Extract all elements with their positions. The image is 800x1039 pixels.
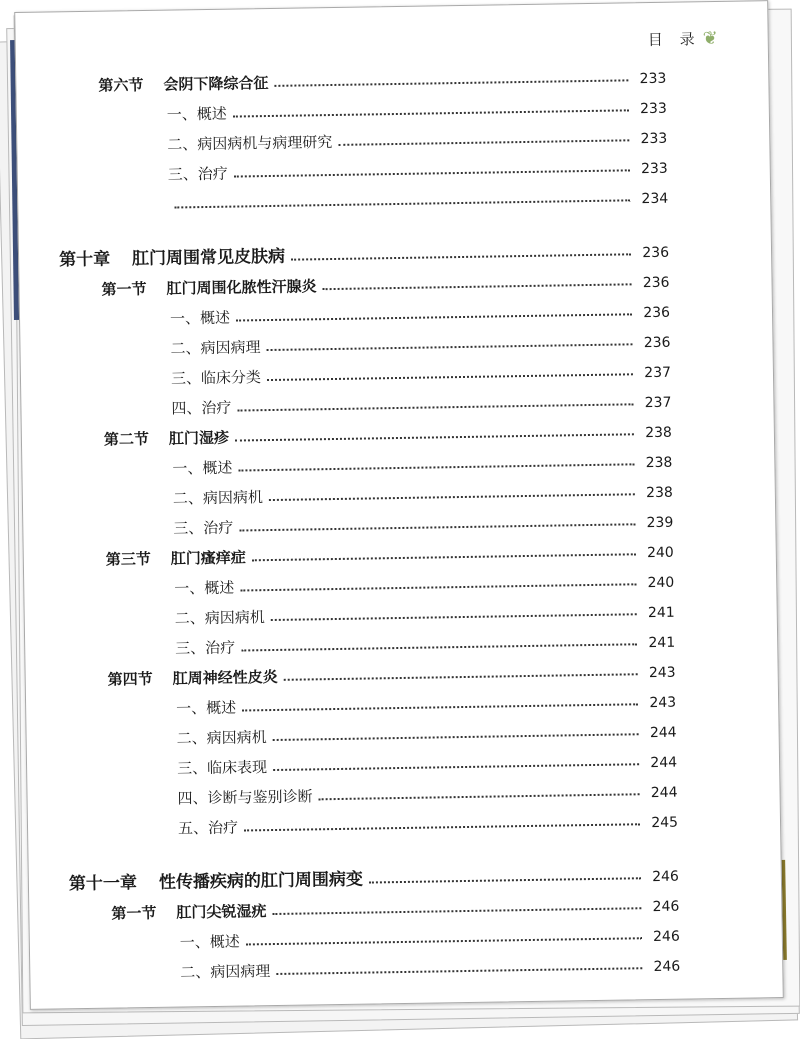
dot-leader — [240, 583, 636, 591]
item-title: 一、概述 — [179, 932, 240, 952]
leaf-ornament-icon: ❦ — [702, 27, 718, 50]
item-title: 一、概述 — [174, 578, 235, 598]
item-title: 二、病因病机 — [172, 488, 264, 508]
section-number: 第一节 — [111, 903, 157, 923]
dot-leader — [239, 523, 635, 531]
page-number: 237 — [644, 394, 672, 412]
table-of-contents — [56, 57, 680, 984]
page-number: 233 — [639, 100, 667, 118]
toc-entry-text — [171, 366, 261, 388]
section-title: 肛周神经性皮炎 — [172, 667, 278, 688]
dot-leader — [235, 433, 634, 441]
toc-entry-text — [177, 756, 267, 778]
chapter-number: 第十一章 — [68, 873, 138, 895]
toc-entry-text — [178, 817, 238, 839]
page-number: 236 — [643, 334, 671, 352]
page-number: 238 — [645, 454, 673, 472]
dot-leader — [267, 343, 633, 351]
dot-leader — [236, 313, 632, 321]
toc-entry-text — [173, 517, 233, 539]
dot-leader — [273, 763, 639, 771]
dot-leader — [252, 553, 636, 561]
page-number: 246 — [652, 898, 680, 916]
item-title: 一、概述 — [172, 458, 233, 478]
dot-leader — [272, 907, 641, 915]
dot-leader — [284, 673, 638, 681]
dot-leader — [237, 403, 633, 411]
toc-entry-text — [168, 163, 228, 185]
toc-entry-text — [177, 785, 312, 808]
page-number: 246 — [653, 958, 681, 976]
page-number: 237 — [644, 364, 672, 382]
page-number: 234 — [641, 190, 669, 208]
section-title: 肛门湿疹 — [168, 428, 230, 448]
toc-entry-text — [180, 931, 240, 953]
section-number: 第四节 — [107, 669, 153, 689]
header-title: 目 录 — [647, 30, 701, 50]
page-number: 241 — [647, 604, 675, 622]
dot-leader — [241, 643, 637, 651]
page-number: 236 — [643, 304, 671, 322]
dot-leader — [246, 937, 642, 945]
page-number: 233 — [640, 130, 668, 148]
section-title: 肛门尖锐湿疣 — [176, 902, 267, 922]
dot-leader — [369, 877, 641, 883]
page-number: 240 — [646, 544, 674, 562]
page-number: 243 — [649, 694, 677, 712]
dot-leader — [269, 493, 635, 501]
item-title: 一、概述 — [176, 698, 237, 718]
toc-entry-text — [174, 577, 234, 599]
page-number: 239 — [646, 514, 674, 532]
section-number: 第二节 — [103, 429, 150, 449]
dot-leader — [238, 463, 634, 471]
section-number: 第六节 — [98, 75, 144, 95]
page-number: 236 — [642, 244, 670, 262]
toc-entry-text — [167, 131, 332, 155]
dot-leader — [267, 373, 633, 381]
toc-entry-text — [171, 397, 231, 419]
page-number: 246 — [652, 868, 679, 886]
section-title: 肛门瘙痒症 — [170, 548, 246, 568]
dot-leader — [319, 793, 640, 800]
toc-entry-text — [170, 336, 260, 358]
page-number: 241 — [648, 634, 676, 652]
item-title: 二、病因病机 — [174, 608, 265, 628]
dot-leader — [273, 733, 639, 741]
section-number: 第一节 — [101, 279, 147, 299]
item-title: 三、临床分类 — [170, 368, 262, 388]
toc-page — [14, 0, 784, 1010]
page-number: 244 — [649, 724, 677, 742]
page-number: 244 — [650, 754, 678, 772]
dot-leader — [276, 967, 642, 975]
item-title: 一、概述 — [166, 104, 227, 124]
dot-leader — [244, 823, 640, 831]
section-title: 会阴下降综合征 — [163, 74, 269, 94]
section-title: 肛门周围化脓性汗腺炎 — [166, 277, 317, 298]
dot-leader — [271, 613, 637, 621]
item-title: 三、治疗 — [175, 638, 236, 658]
toc-entry-text — [180, 960, 270, 982]
section-number: 第三节 — [105, 549, 151, 569]
toc-entry-text — [59, 242, 285, 271]
toc-entry-text — [176, 697, 236, 719]
item-title: 一、概述 — [169, 308, 231, 328]
toc-entry-text — [167, 103, 227, 125]
item-title: 二、病因病理 — [170, 338, 261, 358]
dot-leader — [174, 199, 630, 208]
toc-entry-text — [175, 606, 265, 628]
item-title: 四、治疗 — [171, 398, 232, 418]
chapter-number: 第十章 — [58, 249, 111, 271]
toc-entry-text — [173, 486, 263, 508]
chapter-title: 肛门周围常见皮肤病 — [131, 246, 286, 270]
page-number: 245 — [651, 814, 679, 832]
page-number: 238 — [645, 424, 673, 442]
item-title: 五、治疗 — [177, 818, 239, 838]
page-number: 233 — [640, 160, 668, 178]
item-title: 四、诊断与鉴别诊断 — [177, 787, 313, 808]
toc-entry-text — [111, 900, 266, 923]
page-number: 233 — [639, 70, 667, 88]
item-title: 二、病因病机 — [176, 728, 267, 748]
page-number: 244 — [650, 784, 678, 802]
page-number: 238 — [645, 484, 673, 502]
dot-leader — [338, 139, 629, 146]
page-number: 243 — [648, 664, 676, 682]
dot-leader — [323, 283, 632, 290]
page-number: 236 — [642, 274, 670, 292]
page-number: 240 — [647, 574, 675, 592]
item-title: 二、病因病机与病理研究 — [167, 133, 333, 154]
item-title: 三、治疗 — [173, 518, 234, 538]
toc-entry-text — [176, 726, 266, 748]
toc-entry-text — [175, 637, 235, 659]
dot-leader — [233, 109, 629, 117]
dot-leader — [242, 703, 638, 711]
item-title: 二、病因病理 — [180, 962, 271, 982]
page-header — [648, 28, 718, 50]
toc-entry-text — [106, 546, 246, 569]
dot-leader — [274, 79, 628, 87]
dot-leader — [234, 169, 630, 177]
page-number: 246 — [652, 928, 680, 946]
chapter-title: 性传播疾病的肛门周围病变 — [158, 869, 364, 893]
item-title: 三、临床表现 — [176, 758, 268, 778]
item-title: 三、治疗 — [167, 164, 228, 184]
dot-leader — [291, 253, 631, 260]
toc-entry-text — [98, 72, 268, 96]
toc-entry-text — [170, 307, 230, 329]
toc-entry-text — [172, 457, 232, 479]
toc-entry-text — [104, 427, 229, 450]
toc-entry-text — [108, 666, 278, 690]
